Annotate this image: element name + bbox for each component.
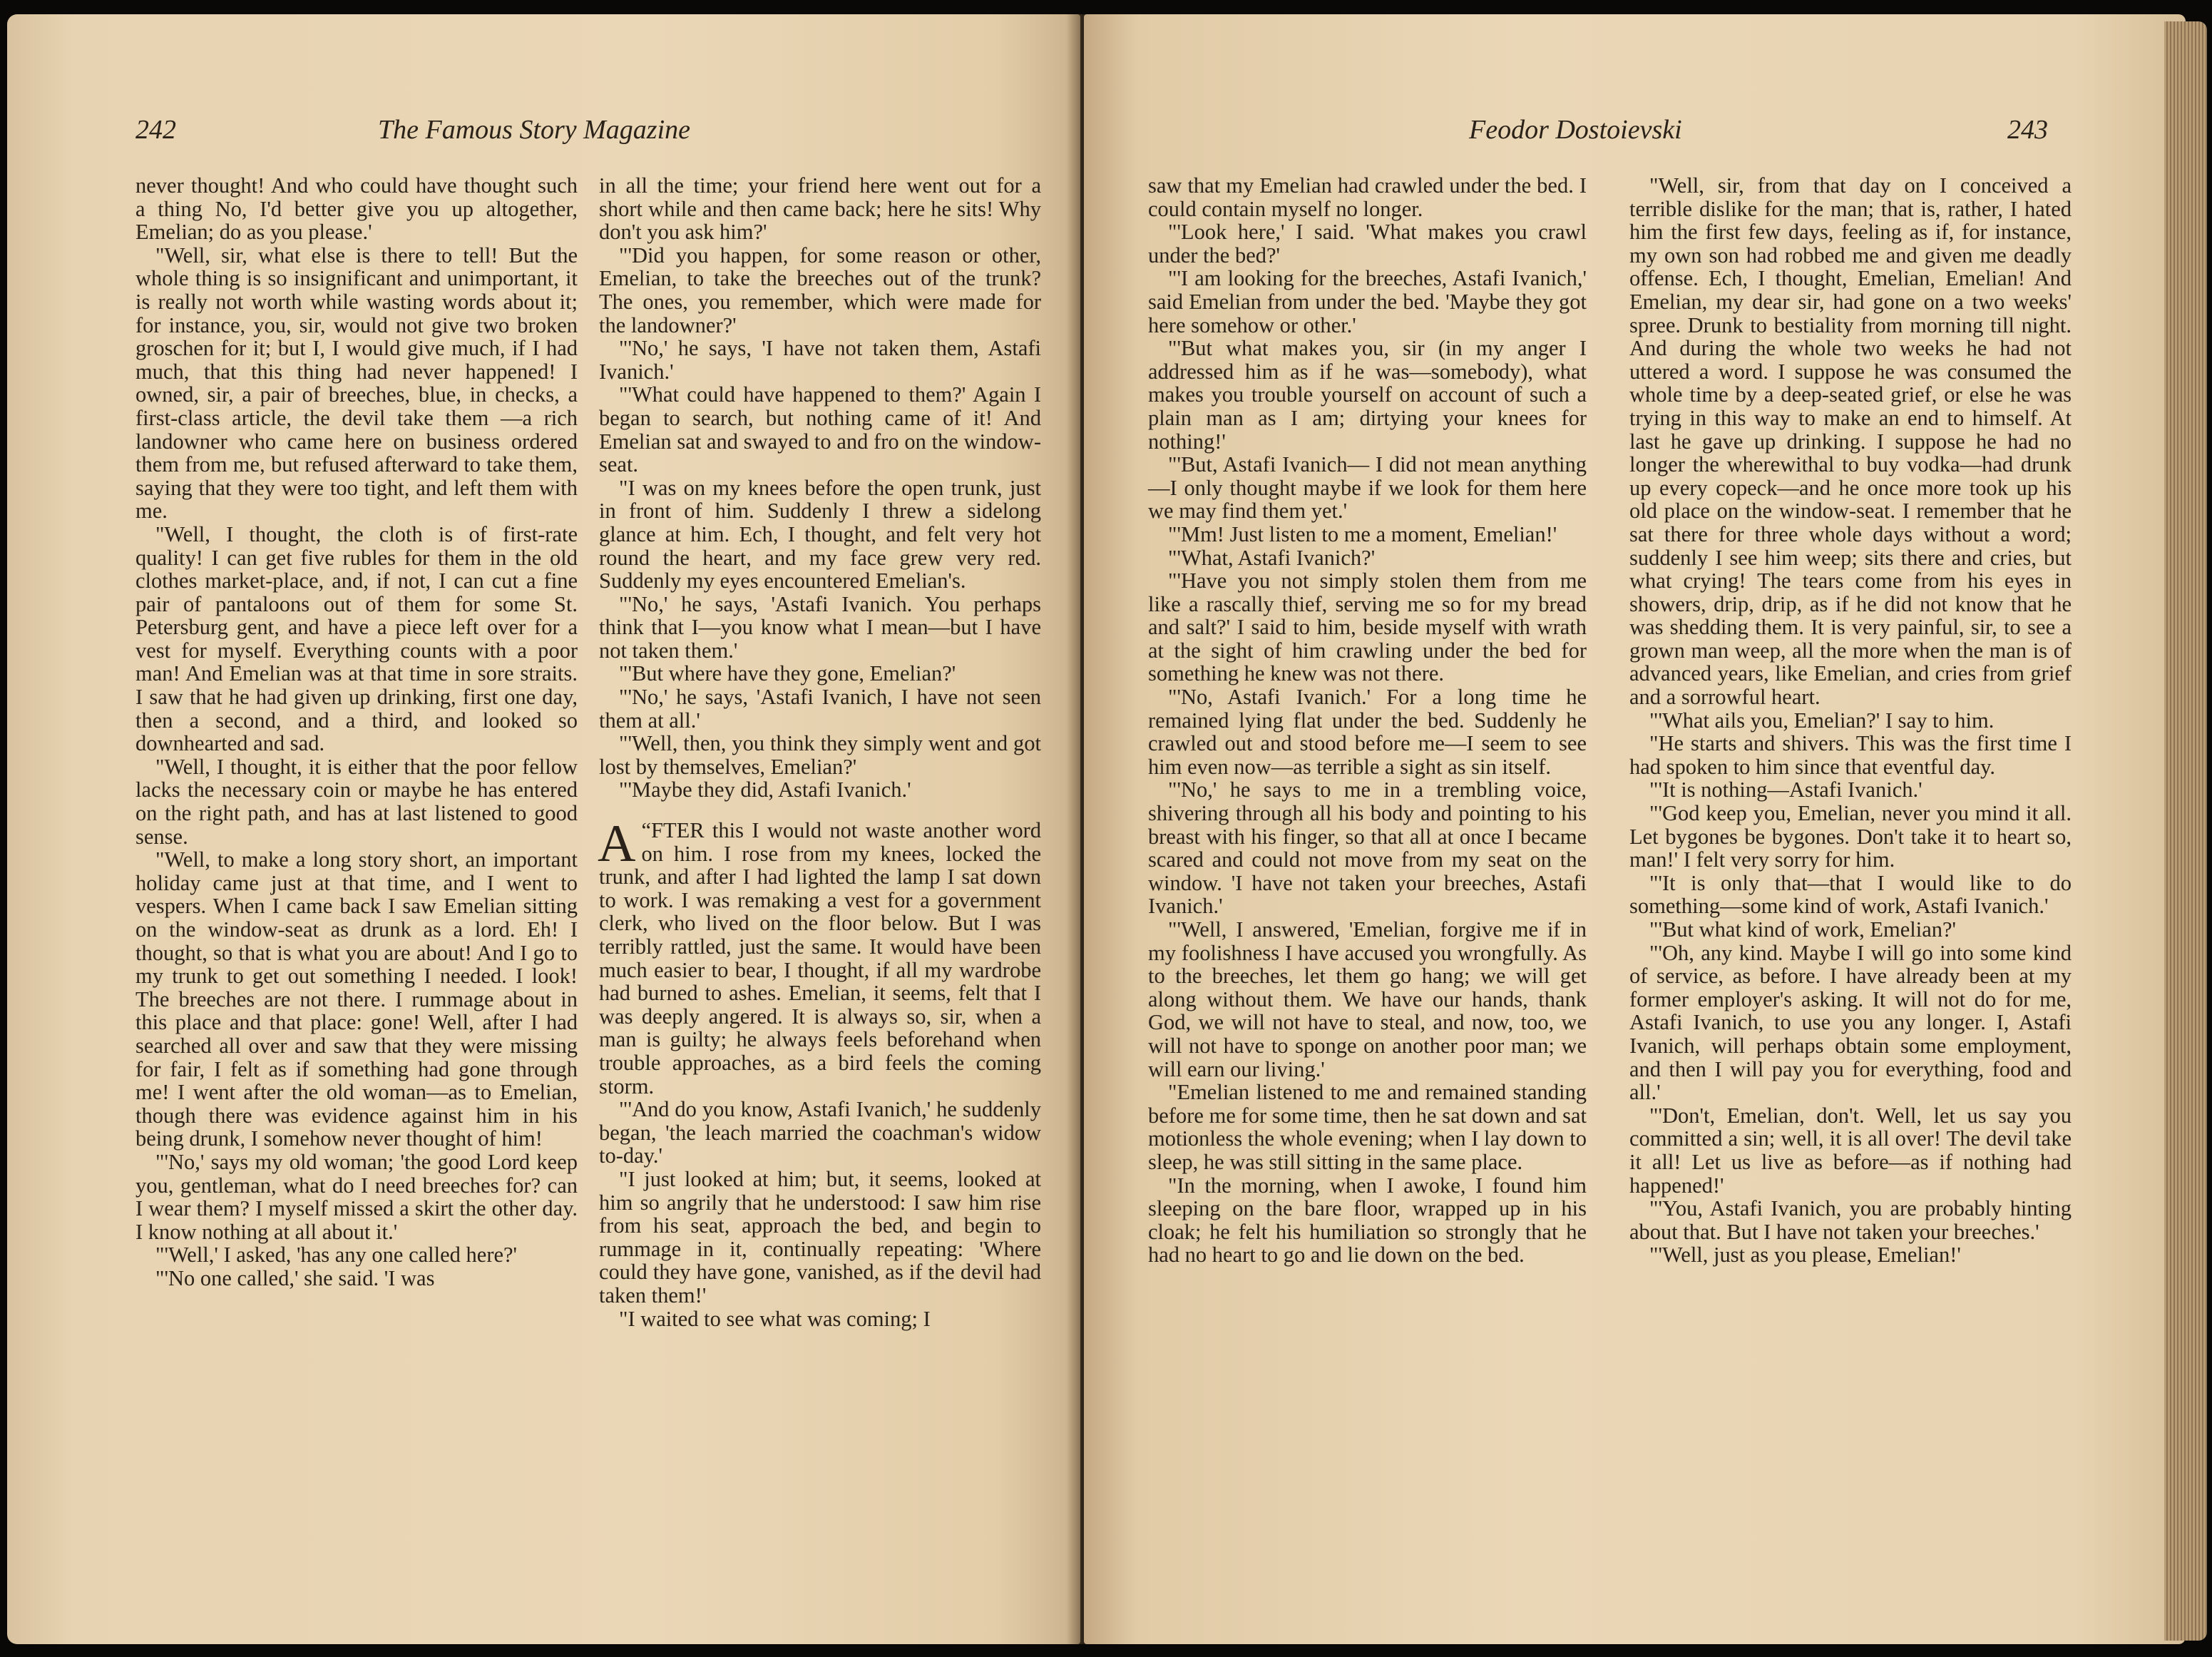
- paragraph: "'What could have happened to them?' Again I began to search, but nothing came of it! And Emelian sat and swayed to and fro on the window-seat.: [599, 382, 1041, 477]
- paragraph: "I was on my knees before the open trunk, just in front of him. Suddenly I threw a sidelong glance at him. Ech, I thought, and felt very hot round the heart, and my face grew very red. Suddenly my eyes encountered Emelian's.: [599, 475, 1041, 593]
- left-page: [7, 14, 1080, 1644]
- right-page: [1084, 14, 2186, 1644]
- running-head: The Famous Story Magazine: [378, 115, 691, 145]
- left-column-1: [135, 174, 578, 1594]
- paragraph: "In the morning, when I awoke, I found him sleeping on the bare floor, wrapped up in his cloak; he felt his humiliation so strongly that he had no heart to go and lie down on the bed.: [1148, 1173, 1587, 1268]
- paragraph: "He starts and shivers. This was the first time I had spoken to him since that eventful day.: [1629, 731, 2072, 779]
- paragraph: "'Well, then, you think they simply went and got lost by themselves, Emelian?': [599, 731, 1041, 779]
- paragraph: in all the time; your friend here went out for a short while and then came back; here he sits! Why don't you ask him?': [599, 173, 1041, 245]
- paragraph: saw that my Emelian had crawled under the bed. I could contain myself no longer.: [1148, 173, 1587, 221]
- paragraph: "'Did you happen, for some reason or other, Emelian, to take the breeches out of the trunk? The ones, you remember, which were made for the landowner?': [599, 243, 1041, 337]
- paragraph: "I just looked at him; but, it seems, looked at him so angrily that he understood: I saw him rise from his seat, approach the bed, and begin to rummage in it, continually repeating: 'Where could they have gone, vanished, as if the devil had taken them!': [599, 1166, 1041, 1307]
- paragraph: "'Well,' I asked, 'has any one called here?': [155, 1243, 518, 1268]
- paragraph: "'Oh, any kind. Maybe I will go into some kind of service, as before. I have already been at my former employer's asking. It will not do for me, Astafi Ivanich, to use you any longer. I, Astafi Ivanich, will perhaps obtain some employment, and then I will pay you for everything, food and all.': [1629, 940, 2072, 1105]
- page-number: 242: [135, 115, 176, 145]
- left-page-header: [7, 114, 1080, 157]
- paragraph: "'What ails you, Emelian?' I say to him.: [1649, 708, 1995, 733]
- paragraph: "'Well, just as you please, Emelian!': [1649, 1243, 1961, 1268]
- paragraph: "Emelian listened to me and remained standing before me for some time, then he sat down and sat motionless the whole evening; when I lay down to sleep, he was still sitting in the same place.: [1148, 1080, 1587, 1174]
- paragraph: "'I am looking for the breeches, Astafi Ivanich,' said Emelian from under the bed. 'Maybe they got here somehow or other.': [1148, 266, 1587, 337]
- section-opening-paragraph: “ A FTER this I would not waste another word on him. I rose from my knees, locked the trunk, and after I had lighted the lamp I sat down to work. I was remaking a vest for a government clerk, who lived on the floor below. But I was terribly rattled, just the same. It would have been much easier to bear, I thought, if all my wardrobe had burned to ashes. Emelian, it seems, felt that I was deeply angered. It is always so, sir, when a man is guilty; he always feels beforehand when trouble approaches, as a bird feels the coming storm.: [598, 815, 1042, 1098]
- paragraph: "'No one called,' she said. 'I was: [155, 1265, 435, 1290]
- paragraph: "'And do you know, Astafi Ivanich,' he suddenly began, 'the leach married the coachman's widow to-day.': [599, 1097, 1041, 1168]
- paragraph: "'God keep you, Emelian, never you mind it all. Let bygones be bygones. Don't take it to heart so, man!' I felt very sorry for him.: [1629, 801, 2072, 872]
- paragraph: "'No,' he says, 'Astafi Ivanich, I have not seen them at all.': [599, 685, 1041, 733]
- paragraph: "I waited to see what was coming; I: [619, 1306, 931, 1331]
- paragraph: "'But where have they gone, Emelian?': [619, 661, 956, 686]
- paragraph: "'It is only that—that I would like to do something—some kind of work, Astafi Ivanich.': [1629, 870, 2072, 919]
- paragraph: "'But what makes you, sir (in my anger I addressed him as if he was—somebody), what makes you trouble yourself on account of such a plain man as I am; dirtying your knees for nothing!': [1148, 336, 1587, 454]
- page-edges: [2164, 21, 2207, 1641]
- paragraph: "Well, to make a long story short, an important holiday came just at that time, and I went to vespers. When I came back I saw Emelian sitting on the window-seat as drunk as a lord. Eh! I thought, so that is what you are about! And I go to my trunk to get out something I needed. I look! The breeches are not there. I rummage about in this place and that place: gone! Well, after I had searched all over and saw that they were missing for fair, I felt as if something had gone through me! I went after the old woman—as to Emelian, though there was evidence against him in his being drunk, I somehow never thought of him!: [135, 847, 578, 1151]
- paragraph: "'Have you not simply stolen them from me like a rascally thief, serving me so for my bread and salt?' I said to him, beside myself with wrath at the sight of him crawling under the bed for something he knew was not there.: [1148, 569, 1587, 686]
- paragraph: "'Well, I answered, 'Emelian, forgive me if in my foolishness I have accused you wrongfully. As to the breeches, let them go hang; we will get along without them. We have our hands, thank God, we will not have to steal, and now, too, we will not have to sponge on another poor man; we will earn our living.': [1148, 917, 1587, 1081]
- paragraph: "'You, Astafi Ivanich, you are probably hinting about that. But I have not taken your breeches.': [1629, 1196, 2072, 1244]
- running-head: Feodor Dostoievski: [1469, 115, 1682, 145]
- paragraph: "'No,' he says, 'Astafi Ivanich. You perhaps think that I—you know what I mean—but I have not taken them.': [599, 591, 1041, 663]
- paragraph-text: this I would not waste another word on him. I rose from my knees, locked the trunk, and after I had lighted the lamp I sat down to work. I was remaking a vest for a government clerk, who lived on the floor below. But I was terribly rattled, just the same. It would have been much easier to bear, I thought, if all my wardrobe had burned to ashes. Emelian, it seems, felt that I was deeply angered. It is always so, sir, when a man is guilty; he always feels beforehand when trouble approaches, as a bird feels the coming storm.: [599, 818, 1042, 1098]
- paragraph: "'But, Astafi Ivanich— I did not mean anything—I only thought maybe if we look for them here we may find them yet.': [1148, 452, 1587, 524]
- right-column-1: [1148, 174, 1587, 1594]
- paragraph: "'No,' says my old woman; 'the good Lord keep you, gentleman, what do I need breeches for? can I wear them? I myself missed a skirt the other day. I know nothing at all about it.': [135, 1149, 578, 1244]
- page-number: 243: [2007, 115, 2048, 145]
- left-column-2: [599, 174, 1041, 1594]
- paragraph: "'Mm! Just listen to me a moment, Emelian!': [1168, 521, 1557, 546]
- paragraph: never thought! And who could have thought such a thing No, I'd better give you up altogether, Emelian; do as you please.': [135, 173, 578, 245]
- right-page-header: [1084, 114, 2186, 157]
- paragraph: "Well, I thought, it is either that the poor fellow lacks the necessary coin or maybe he has entered on the right path, and has at last listened to good sense.: [135, 754, 578, 849]
- paragraph: "'Maybe they did, Astafi Ivanich.': [619, 777, 911, 802]
- paragraph: "'No,' he says, 'I have not taken them, Astafi Ivanich.': [599, 336, 1041, 384]
- paragraph: "'Look here,' I said. 'What makes you crawl under the bed?': [1148, 220, 1587, 267]
- paragraph: "Well, I thought, the cloth is of first-rate quality! I can get five rubles for them in the old clothes market-place, and, if not, I can cut a fine pair of pantaloons out of them for some St. Petersburg gent, and have a piece left over for a vest for myself. Everything counts with a poor man! And Emelian was at that time in sore straits. I saw that he had given up drinking, first one day, then a second, and a third, and looked so downhearted and sad.: [135, 521, 578, 756]
- paragraph: "'What, Astafi Ivanich?': [1168, 545, 1376, 570]
- small-caps-lead: FTER: [651, 818, 705, 843]
- paragraph: "'No, Astafi Ivanich.' For a long time he remained lying flat under the bed. Suddenly he crawled out and stood before me—I seem to see him even now—as terrible a sight as sin itself.: [1148, 685, 1587, 779]
- drop-cap: A: [598, 815, 636, 874]
- paragraph: "Well, sir, what else is there to tell! But the whole thing is so insignificant and unimportant, it is really not worth while wasting words about it; for instance, you, sir, would not give two broken groschen for it; but I, I would give much, if I had much, that this thing had never happened! I owned, sir, a pair of breeches, blue, in checks, a first-class article, the devil take them —a rich landowner who came here on business ordered them from me, but refused afterward to take them, saying that they were too tight, and left them with me.: [135, 243, 578, 524]
- right-column-2: [1629, 174, 2072, 1594]
- paragraph: "'No,' he says to me in a trembling voice, shivering through all his body and pointing to his breast with his finger, so that all at once I became scared and could not move from my seat on the window. 'I have not taken your breeches, Astafi Ivanich.': [1148, 777, 1587, 919]
- paragraph: "'But what kind of work, Emelian?': [1649, 917, 1957, 942]
- paragraph: "'It is nothing—Astafi Ivanich.': [1649, 777, 1922, 802]
- paragraph: "'Don't, Emelian, don't. Well, let us say you committed a sin; well, it is all over! The devil take it all! Let us live as before—as if nothing had happened!': [1629, 1103, 2072, 1198]
- paragraph: "Well, sir, from that day on I conceived a terrible dislike for the man; that is, rather, I hated him the first few days, feeling as if, for instance, my own son had robbed me and given me deadly offense. Ech, I thought, Emelian, Emelian! And Emelian, my dear sir, had gone on a two weeks' spree. Drunk to bestiality from morning till night. And during the whole two weeks he had not uttered a word. I suppose he was consumed the whole time by a deep-seated grief, or else he was trying in this way to make an end to himself. At last he gave up drinking. I suppose he had no longer the wherewithal to buy vodka—had drunk up every copeck—and he once more took up his old place on the window-seat. I remember that he sat there for three whole days without a word; suddenly I see him weep; sits there and cries, but what crying! The tears come from his eyes in showers, drip, drip, as if he did not know that he was shedding them. It is very painful, sir, to see a grown man weep, all the more when the man is of advanced years, like Emelian, and cries from grief and a sorrowful heart.: [1629, 173, 2072, 710]
